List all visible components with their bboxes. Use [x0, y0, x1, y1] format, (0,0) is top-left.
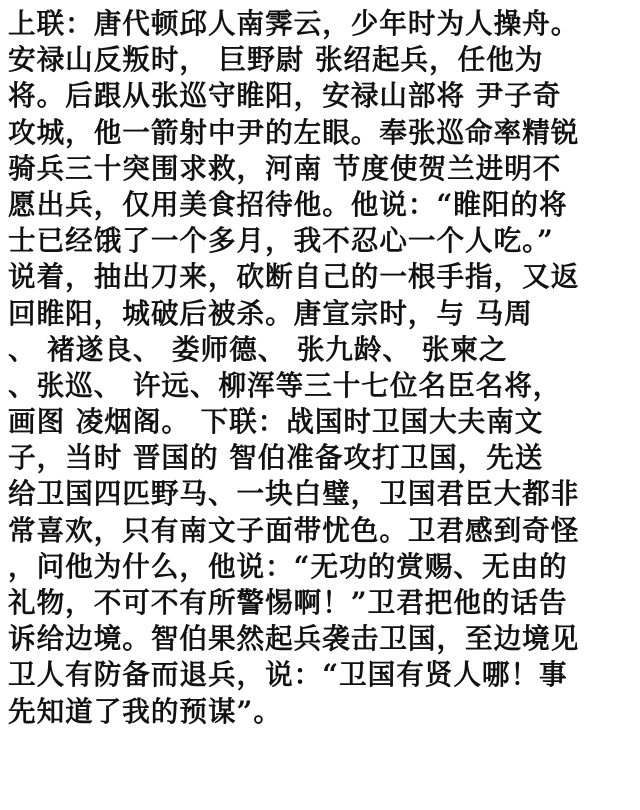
- text-line: 子，当时 晋国的 智伯准备攻打卫国，先送: [8, 441, 544, 475]
- body-text: [8, 6, 632, 730]
- text-line: 安禄山反叛时， 巨野尉 张绍起兵，任他为: [8, 43, 544, 77]
- text-line: 、 褚遂良、 娄师德、 张九龄、 张柬之: [8, 332, 508, 366]
- text-line: 常喜欢，只有南文子面带忧色。卫君感到奇怪: [8, 513, 580, 547]
- text-line: 、张巡、 许远、柳浑等三十七位名臣名将，: [8, 368, 562, 402]
- text-line: 上联：唐代顿邱人南霁云，少年时为人操舟。: [8, 7, 580, 40]
- text-line: 诉给边境。智伯果然起兵袭击卫国，至边境见: [8, 622, 580, 656]
- text-line: 攻城，他一箭射中尹的左眼。奉张巡命率精锐: [8, 115, 580, 149]
- text-line: ，问他为什么，他说：“无功的赏赐、无由的: [8, 549, 568, 583]
- text-line: 卫人有防备而退兵，说：“卫国有贤人哪！事: [8, 658, 568, 692]
- text-line: 骑兵三十突围求救，河南 节度使贺兰进明不: [8, 151, 562, 185]
- text-line: 将。后跟从张巡守睢阳，安禄山部将 尹子奇: [8, 79, 562, 113]
- text-line: 回睢阳，城破后被杀。唐宣宗时，与 马周: [8, 296, 533, 330]
- text-line: 画图 凌烟阁。 下联：战国时卫国大夫南文: [8, 405, 544, 439]
- text-line: 士已经饿了一个多月，我不忍心一个人吃。”: [8, 224, 554, 258]
- text-line: 礼物，不可不有所警惕啊！”卫君把他的话告: [8, 586, 568, 619]
- text-line: 先知道了我的预谋”。: [8, 694, 282, 728]
- text-line: 说着，抽出刀来，砍断自己的一根手指，又返: [8, 260, 580, 294]
- text-line: 给卫国四匹野马、一块白璧，卫国君臣大都非: [8, 477, 580, 511]
- text-line: 愿出兵，仅用美食招待他。他说：“睢阳的将: [8, 187, 568, 221]
